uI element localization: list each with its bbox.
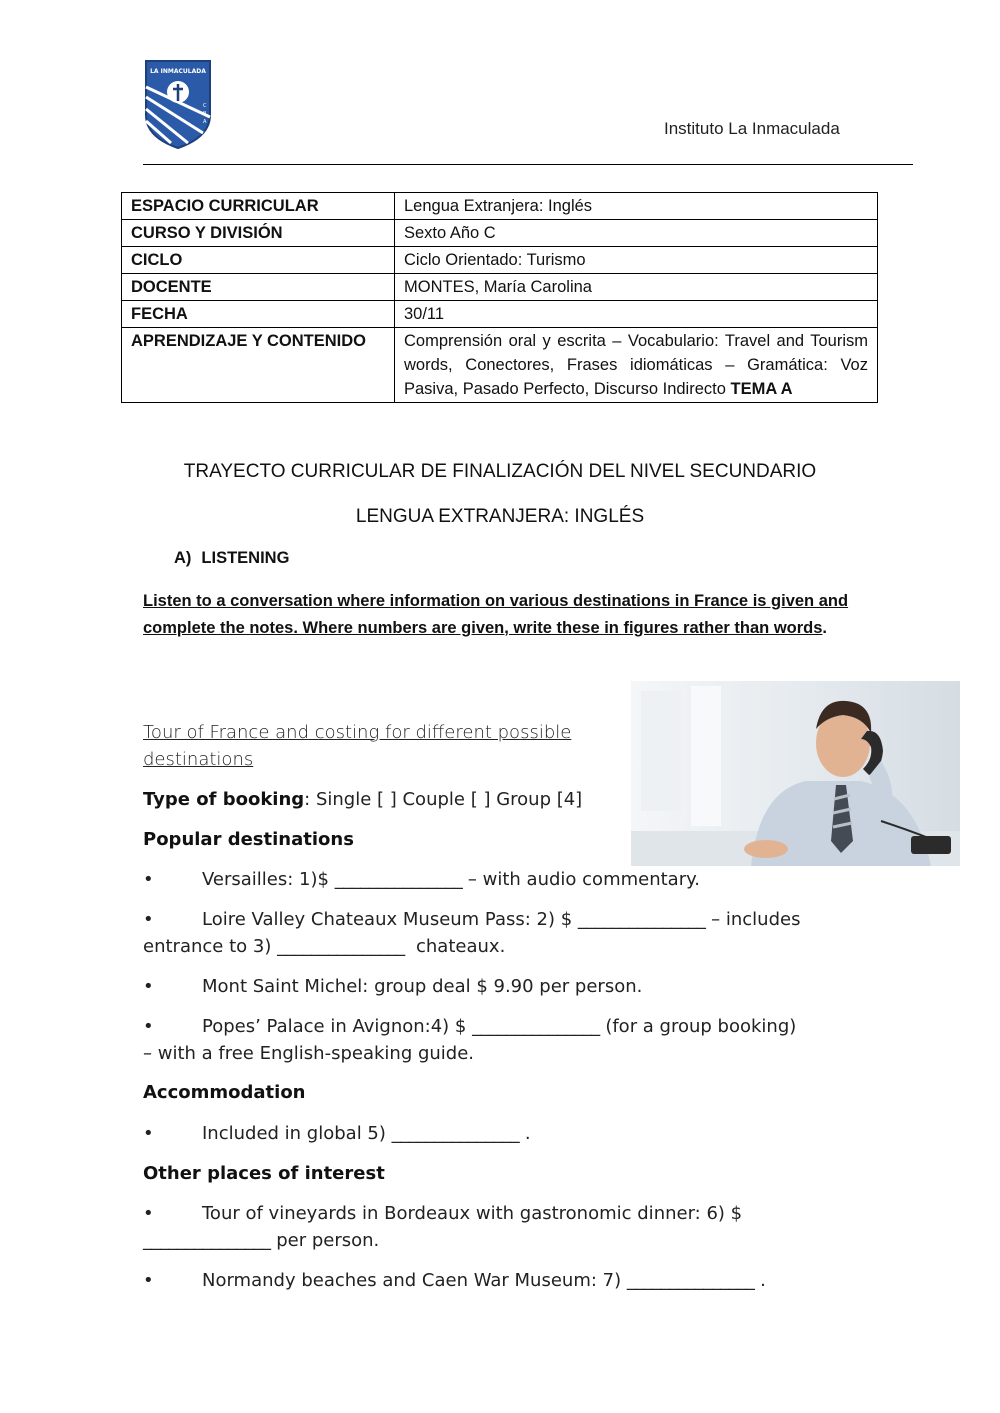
row-value: MONTES, María Carolina [395,274,878,301]
table-row [122,193,878,220]
bullet-icon: • [143,869,154,890]
instruction-body: Listen to a conversation where information on various destinations in France is given and complete the notes. Where numbers are given, write these in figures rather than words [143,592,849,637]
item-text: (for a group booking) – with a free English-speaking guide. [143,1016,797,1064]
svg-text:A: A [203,119,207,125]
row-key: DOCENTE [122,274,395,301]
item-text: . [519,1123,531,1144]
answer-blank-6[interactable]: _______________ [143,1230,271,1251]
item-text: Normandy beaches and Caen War Museum: 7) [202,1270,627,1291]
item-text: – with audio commentary. [462,869,700,890]
answer-blank-5[interactable]: _______________ [391,1123,520,1144]
item-text: Popes’ Palace in Avignon:4) $ [202,1016,473,1037]
institution-name: Instituto La Inmaculada [664,119,840,138]
accommodation-heading: Accommodation [143,1082,306,1103]
booking-options: : Single [ ] Couple [ ] Group [4] [304,789,583,810]
table-row [122,220,878,247]
row-value: Lengua Extranjera: Inglés [395,193,878,220]
row-key: CURSO Y DIVISIÓN [122,220,395,247]
answer-blank-1[interactable]: _______________ [334,869,463,890]
item-text: Tour of vineyards in Bordeaux with gastronomic dinner: 6) $ [202,1203,743,1224]
instruction-end: . [822,618,828,637]
list-item [143,1120,803,1147]
tour-title: Tour of France and costing for different possible destinations [143,722,572,770]
row-key: ESPACIO CURRICULAR [122,193,395,220]
svg-text:B: B [203,111,207,117]
item-text: Included in global 5) [202,1123,392,1144]
businessman-phone-photo [631,681,960,866]
answer-blank-2[interactable]: _______________ [577,909,706,930]
section-label: LISTENING [201,549,290,567]
list-item [143,973,803,1000]
answer-blank-4[interactable]: _______________ [472,1016,600,1037]
item-text: . [754,1270,766,1291]
row-value: 30/11 [395,301,878,328]
page-title: TRAYECTO CURRICULAR DE FINALIZACIÓN DEL NIVEL SECUNDARIO [183,461,817,482]
item-text: chateaux. [404,936,506,957]
bullet-icon: • [143,1270,154,1291]
item-text: per person. [270,1230,380,1251]
row-key: FECHA [122,301,395,328]
bullet-icon: • [143,1203,154,1224]
bullet-icon: • [143,976,154,997]
course-info-table [121,192,878,403]
table-row [122,247,878,274]
booking-label: Type of booking [143,789,305,810]
popular-destinations-heading: Popular destinations [143,829,354,850]
table-row [122,274,878,301]
svg-text:C: C [203,103,207,109]
list-item [143,866,803,893]
list-item [143,1200,803,1254]
school-crest-logo [143,57,213,149]
svg-text:LA INMACULADA: LA INMACULADA [150,68,206,75]
section-letter: A) [174,549,192,567]
other-places-heading: Other places of interest [143,1163,385,1184]
row-key: CICLO [122,247,395,274]
table-row [122,301,878,328]
content-text: Comprensión oral y escrita – Vocabulario: Travel and Tourism words, Conectores, Frases idiomáticas – Gramática: Voz Pasiva, Pasado Perfecto, Discurso Indirecto [404,332,868,398]
topic-label: TEMA A [730,380,793,398]
section-heading [174,549,289,568]
answer-blank-3[interactable]: _______________ [277,936,405,957]
bullet-icon: • [143,1123,154,1144]
answer-blank-7[interactable]: _______________ [626,1270,755,1291]
row-value: Sexto Año C [395,220,878,247]
item-text: Loire Valley Chateaux Museum Pass: 2) $ [202,909,578,930]
page-subtitle: LENGUA EXTRANJERA: INGLÉS [355,506,645,527]
header-divider [143,164,913,165]
table-row [122,328,878,403]
list-item [143,1267,803,1294]
item-text: – includes entrance to 3) [143,909,801,957]
bullet-icon: • [143,1016,154,1037]
bullet-icon: • [143,909,154,930]
booking-type [143,786,582,813]
list-item [143,906,803,960]
item-text: Mont Saint Michel: group deal $ 9.90 per person. [202,976,643,997]
list-item [143,1013,803,1067]
item-text: Versailles: 1)$ [202,869,335,890]
instruction-text [143,588,858,641]
row-value [395,328,878,403]
row-key: APRENDIZAJE Y CONTENIDO [122,328,395,403]
row-value: Ciclo Orientado: Turismo [395,247,878,274]
